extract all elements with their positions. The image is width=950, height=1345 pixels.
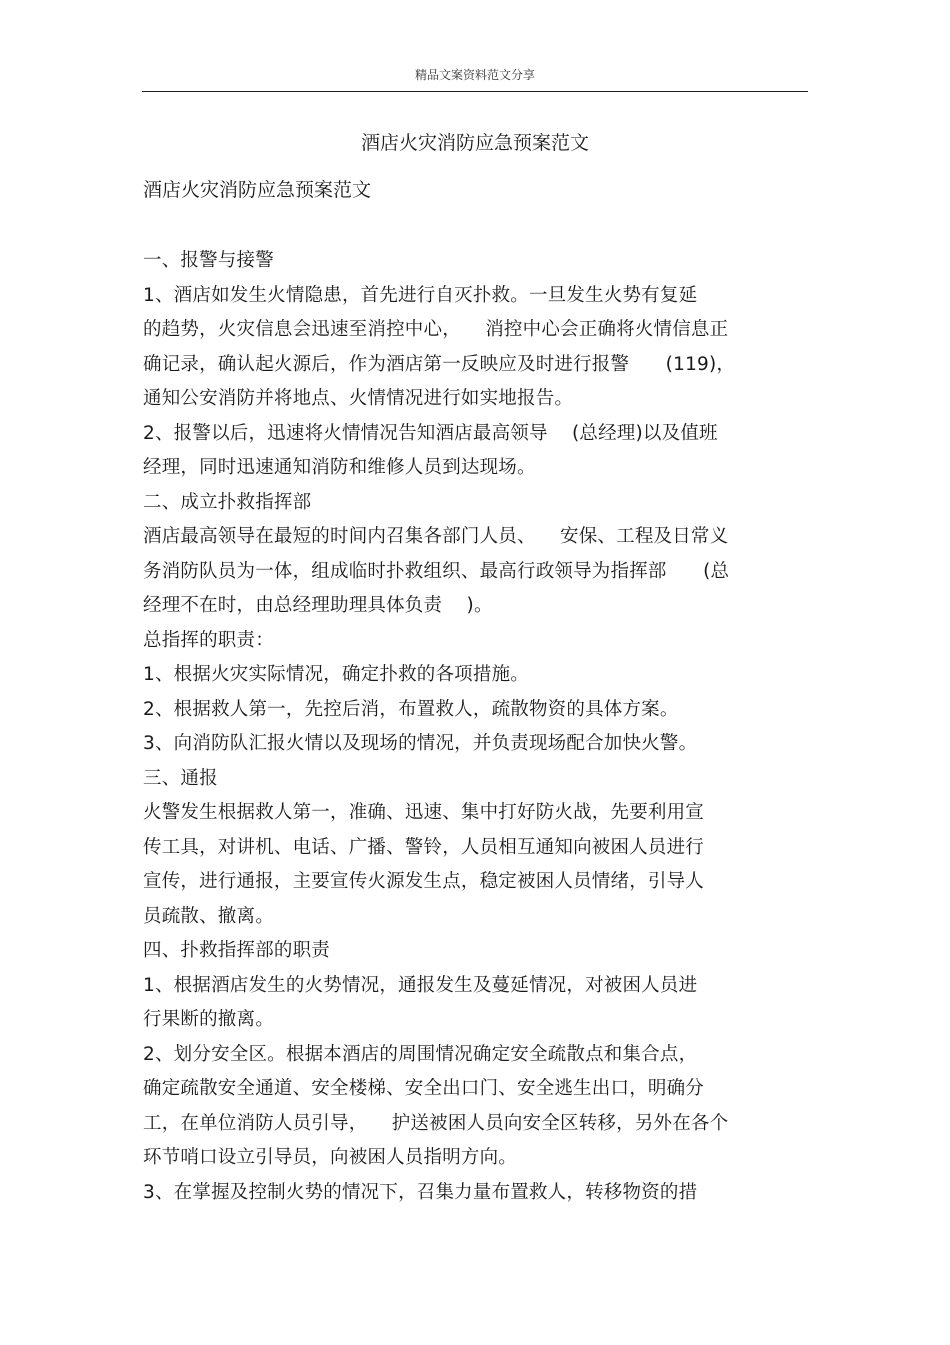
list-item: 1、根据火灾实际情况，确定扑救的各项措施。	[143, 664, 529, 685]
paragraph-line: 的趋势，火灾信息会迅速至消控中心， 消控中心会正确将火情信息正	[143, 319, 729, 340]
paragraph-line: 2、报警以后，迅速将火情情况告知酒店最高领导 (总经理)以及值班	[143, 422, 718, 444]
paragraph-line: 总指挥的职责：	[143, 629, 274, 651]
list-item: 2、划分安全区。根据本酒店的周围情况确定安全疏散点和集合点，	[143, 1043, 698, 1065]
paragraph-line: 经理，同时迅速通知消防和维修人员到达现场。	[143, 457, 536, 478]
paragraph-line: 传工具，对讲机、电话、广播、警铃，人员相互通知向被困人员进行	[143, 836, 705, 858]
section-heading: 一、报警与接警	[143, 250, 274, 271]
list-item: 1、根据酒店发生的火势情况，通报发生及蔓延情况，对被困人员进	[143, 974, 698, 996]
page-header-text: 精品文案资料范文分享	[414, 68, 535, 82]
list-item: 3、在掌握及控制火势的情况下，召集力量布置救人，转移物资的措	[143, 1181, 698, 1203]
paragraph-line: 工，在单位消防人员引导， 护送被困人员向安全区转移，另外在各个	[143, 1112, 729, 1134]
paragraph-line: 确定疏散安全通道、安全楼梯、安全出口门、安全逃生出口，明确分	[143, 1078, 705, 1099]
paragraph-line: 经理不在时，由总经理助理具体负责 )。	[143, 595, 493, 616]
document-title: 酒店火灾消防应急预案范文	[360, 132, 589, 154]
paragraph-line: 酒店最高领导在最短的时间内召集各部门人员、 安保、工程及日常义	[143, 526, 729, 547]
paragraph-line: 员疏散、撤离。	[143, 905, 274, 927]
section-heading: 三、通报	[143, 767, 218, 789]
paragraph-line: 行果断的撤离。	[143, 1009, 274, 1030]
paragraph-line: 宣传，进行通报，主要宣传火源发生点，稳定被困人员情绪，引导人	[143, 871, 705, 892]
paragraph-line: 环节哨口设立引导员，向被困人员指明方向。	[143, 1147, 518, 1168]
paragraph-line: 确记录，确认起火源后，作为酒店第一反映应及时进行报警 (119)，	[143, 353, 736, 375]
document-subtitle: 酒店火灾消防应急预案范文	[143, 179, 372, 201]
document-body	[143, 244, 823, 1210]
header-divider	[142, 91, 808, 92]
section-heading: 四、扑救指挥部的职责	[143, 940, 331, 961]
list-item: 3、向消防队汇报火情以及现场的情况，并负责现场配合加快火警。	[143, 733, 698, 754]
list-item: 2、根据救人第一，先控后消，布置救人，疏散物资的具体方案。	[143, 698, 679, 720]
paragraph-line: 1、酒店如发生火情隐患，首先进行自灭扑救。一旦发生火势有复延	[143, 284, 698, 306]
section-heading: 二、成立扑救指挥部	[143, 491, 312, 513]
paragraph-line: 务消防队员为一体，组成临时扑救组织、最高行政领导为指挥部 (总	[143, 560, 730, 582]
paragraph-line: 火警发生根据救人第一，准确、迅速、集中打好防火战，先要利用宣	[143, 802, 705, 823]
paragraph-line: 通知公安消防并将地点、火情情况进行如实地报告。	[143, 388, 574, 409]
